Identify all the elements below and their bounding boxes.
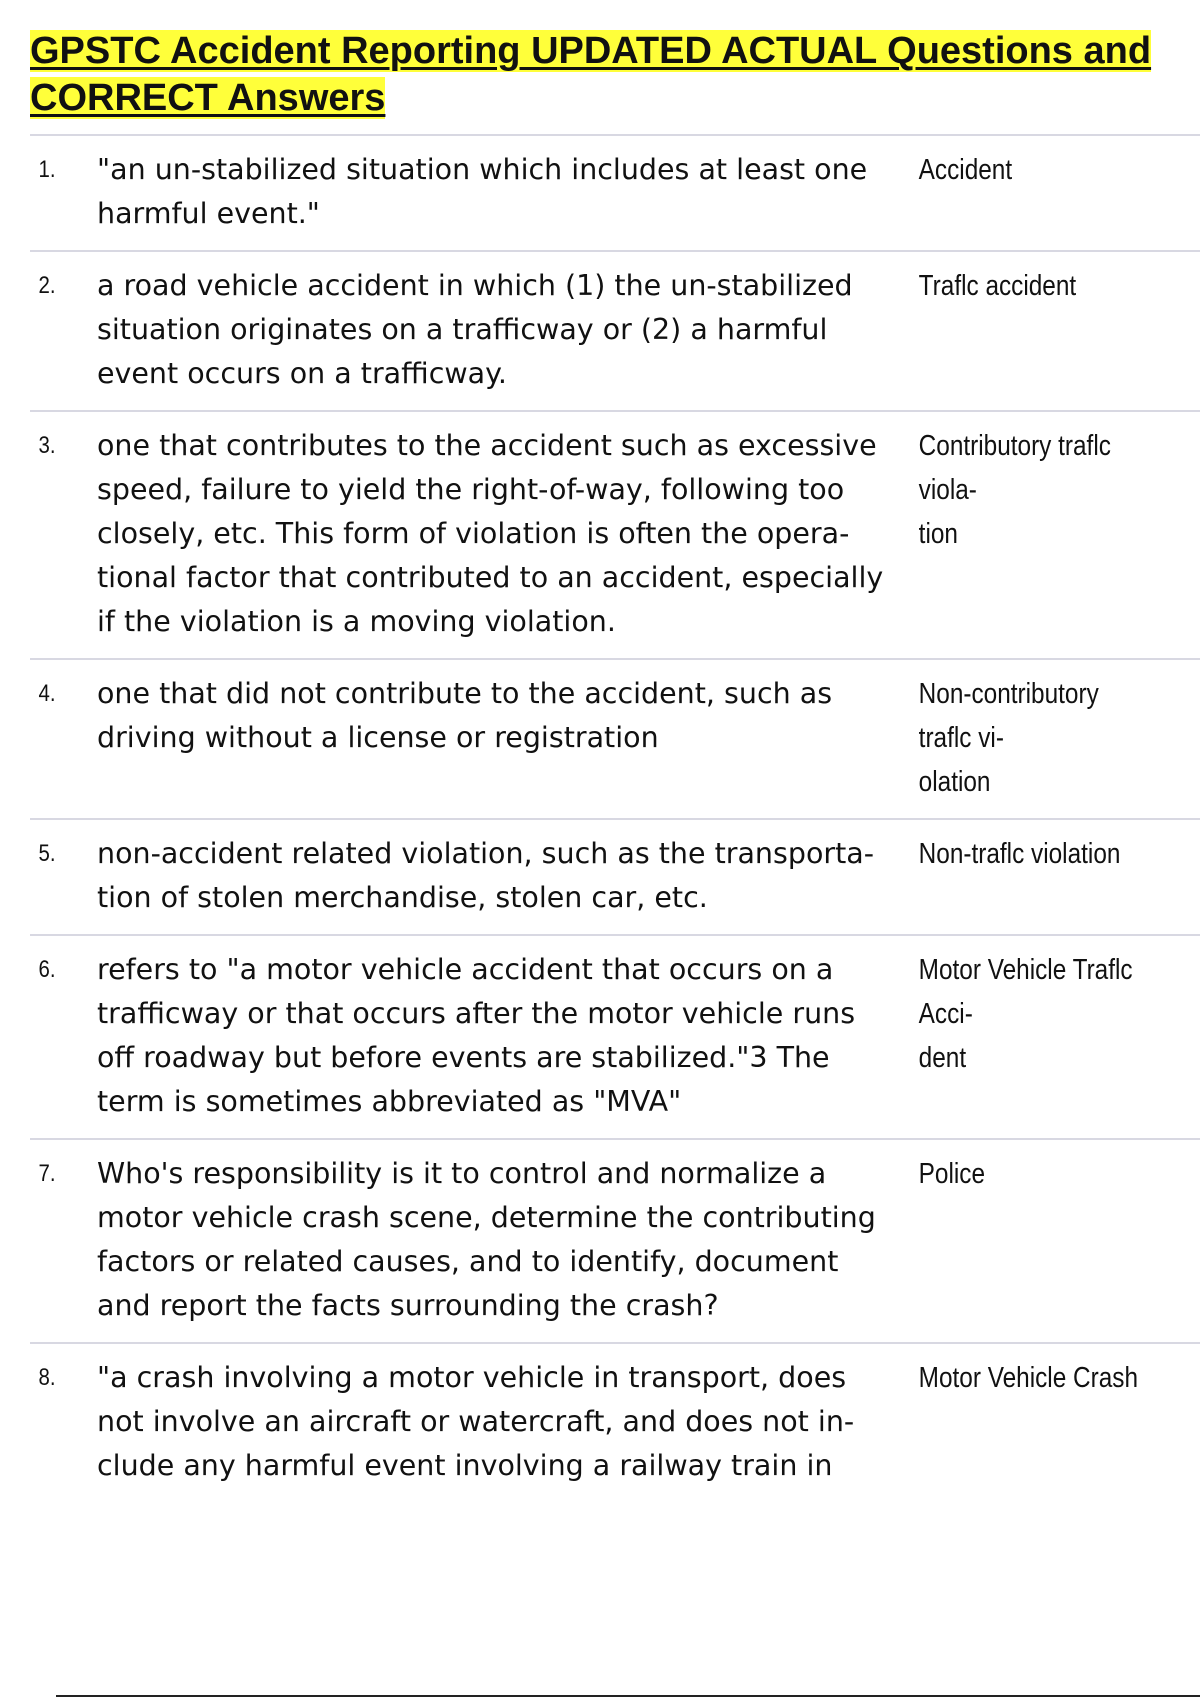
document-title-text: GPSTC Accident Reporting UPDATED ACTUAL Questions and CORRECT Answers: [30, 30, 1152, 119]
qa-row-4: [30, 660, 1200, 820]
item-answer: Motor Vehicle Traflc Acci- dent: [918, 954, 1133, 1074]
qa-row-7: [30, 1140, 1200, 1344]
item-answer: Non-contributory traflc vi- olation: [918, 678, 1099, 798]
item-question: one that contributes to the accident such as excessive speed, failure to yield the right-of-way, following too closely, etc. This form of violation is often the opera- tional factor that contributed to an accident, especially if the violation is a moving violation.: [97, 429, 884, 638]
item-question: non-accident related violation, such as the transporta- tion of stolen merchandise, stolen car, etc.: [97, 837, 875, 914]
page-bottom-divider: [56, 1695, 1200, 1697]
document-title: [30, 28, 1200, 122]
qa-row-5: [30, 820, 1200, 936]
item-number: 8.: [38, 1364, 56, 1391]
qa-row-6: [30, 936, 1200, 1140]
item-question: refers to "a motor vehicle accident that occurs on a trafficway or that occurs after the motor vehicle runs off roadway but before events are stabilized."3 The term is sometimes abbreviated as "MVA": [97, 953, 856, 1118]
item-answer: Non-traflc violation: [918, 838, 1121, 870]
item-question: "an un-stabilized situation which includes at least one harmful event.": [97, 153, 868, 230]
qa-row-3: [30, 412, 1200, 660]
item-number: 5.: [38, 840, 56, 867]
item-number: 3.: [38, 432, 56, 459]
item-question: Who's responsibility is it to control and normalize a motor vehicle crash scene, determine the contributing factors or related causes, and to identify, document and report the facts surrounding the crash?: [97, 1157, 876, 1322]
item-number: 1.: [38, 156, 56, 183]
item-answer: Contributory traflc viola- tion: [918, 430, 1111, 550]
item-answer: Accident: [918, 154, 1013, 186]
item-question: one that did not contribute to the accident, such as driving without a license or registration: [97, 677, 833, 754]
qa-row-1: [30, 136, 1200, 252]
item-number: 4.: [38, 680, 56, 707]
qa-list: [30, 134, 1200, 1502]
document-page: [30, 28, 1200, 1502]
item-number: 2.: [38, 272, 56, 299]
item-question: a road vehicle accident in which (1) the un-stabilized situation originates on a trafficway or (2) a harmful event occurs on a trafficway.: [97, 269, 853, 390]
item-answer: Police: [918, 1158, 986, 1190]
item-question: "a crash involving a motor vehicle in transport, does not involve an aircraft or watercraft, and does not in- clude any harmful event involving a railway train in: [97, 1361, 855, 1482]
item-number: 6.: [38, 956, 56, 983]
qa-row-8: [30, 1344, 1200, 1502]
item-answer: Traflc accident: [918, 270, 1077, 302]
qa-row-2: [30, 252, 1200, 412]
item-number: 7.: [38, 1160, 56, 1187]
item-answer: Motor Vehicle Crash: [918, 1362, 1139, 1394]
